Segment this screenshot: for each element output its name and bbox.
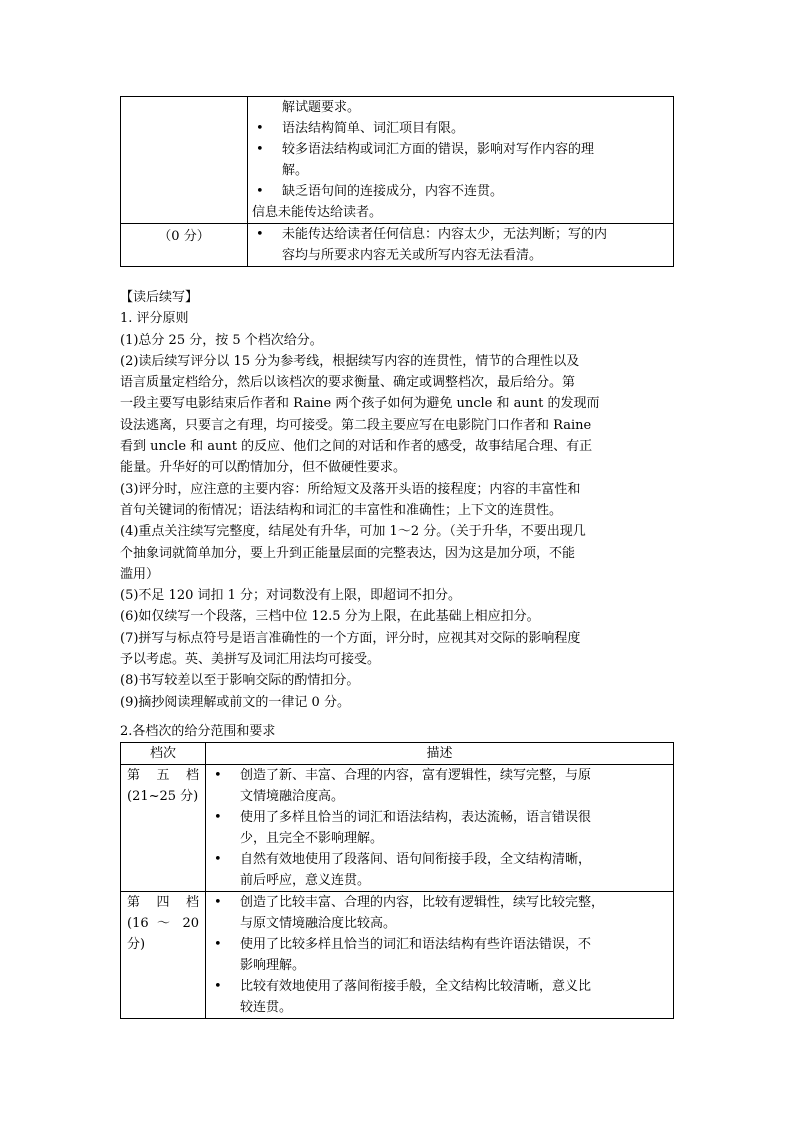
- section-heading: 【读后续写】: [120, 290, 199, 305]
- description-line: 容均与所要求内容无关或所写内容无法看清。: [282, 248, 543, 263]
- scoring-table-continued: [120, 96, 674, 267]
- bullet-item: • 创造了比较丰富、合理的内容，比较有逻辑性，续写比较完整，: [210, 892, 669, 913]
- bullet-icon: •: [214, 768, 222, 783]
- paragraph-line: (1)总分 25 分，按 5 个档次给分。: [120, 332, 323, 348]
- paragraph-line: (6)如仅续写一个段落，三档中位 12.5 分为上限，在此基础上相应扣分。: [120, 609, 540, 625]
- bullet-icon: •: [256, 227, 264, 242]
- bullet-item: • 创造了新、丰富、合理的内容，富有逻辑性，续写完整，与原: [210, 765, 669, 786]
- table-row: [121, 97, 674, 224]
- paragraph-line: 予以考虑。英、美拼写及词汇用法均可接受。: [120, 652, 381, 668]
- level-cell: 第 五 档 (21~25 分): [121, 765, 206, 892]
- paragraph-line: 个抽象词就简单加分，要上升到正能量层面的完整表达，因为这是加分项，不能: [120, 545, 576, 561]
- bullet-icon: •: [256, 121, 264, 136]
- description-line: 少，且完全不影响理解。: [240, 831, 384, 846]
- bullet-item: • 未能传达给读者任何信息：内容太少，无法判断；写的内: [252, 224, 669, 245]
- bullet-icon: •: [256, 184, 264, 199]
- table-header-row: [121, 743, 674, 765]
- subsection-heading: 1. 评分原则: [120, 311, 189, 327]
- description-line: 解。: [282, 163, 309, 178]
- description-line: 与原文情境融洽度比较高。: [240, 916, 397, 931]
- bullet-icon: •: [214, 979, 222, 994]
- bullet-item: • 缺乏语句间的连接成分，内容不连贯。: [252, 181, 669, 202]
- bullet-item: • 使用了多样且恰当的词汇和语法结构，表达流畅，语言错误很: [210, 807, 669, 828]
- table-row: [121, 892, 674, 1019]
- paragraph-line: (3)评分时，应注意的主要内容：所给短文及落开头语的接程度；内容的丰富性和: [120, 481, 581, 497]
- paragraph-line: 滥用）: [120, 566, 160, 582]
- description-cell: [206, 765, 674, 892]
- bullet-item: • 较多语法结构或词汇方面的错误，影响对写作内容的理: [252, 139, 669, 160]
- bullet-item: • 比较有效地使用了落间衔接手般，全文结构比较清晰，意义比: [210, 976, 669, 997]
- bullet-item: • 使用了比较多样且恰当的词汇和语法结构有些许语法错误，不: [210, 934, 669, 955]
- paragraph-line: (5)不足 120 词扣 1 分；对词数没有上限，即超词不扣分。: [120, 588, 462, 604]
- description-line: 文情境融洽度高。: [240, 789, 345, 804]
- subsection-heading: 2.各档次的给分范围和要求: [120, 724, 276, 739]
- bullet-icon: •: [214, 810, 222, 825]
- paragraph-line: 设法逃离，只要言之有理，均可接受。第二段主要应写在电影院门口作者和 Raine: [120, 417, 592, 433]
- bullet-icon: •: [214, 937, 222, 952]
- paragraph-line: 一段主要写电影结束后作者和 Raine 两个孩子如何为避免 uncle 和 aunt 的发现而: [120, 396, 600, 412]
- description-line: 较连贯。: [240, 1000, 293, 1015]
- header-level: 档次: [121, 743, 206, 765]
- table-row: [121, 224, 674, 267]
- level-cell: 第 四 档 (16 ～ 20 分): [121, 892, 206, 1019]
- description-line: 解试题要求。: [282, 100, 361, 115]
- description-line: 影响理解。: [240, 958, 306, 973]
- description-cell: [248, 97, 674, 224]
- paragraph-line: (8)书写较差以至于影响交际的酌情扣分。: [120, 673, 360, 689]
- description-cell: [248, 224, 674, 267]
- bullet-icon: •: [214, 852, 222, 867]
- paragraph-line: 看到 uncle 和 aunt 的反应、他们之间的对话和作者的感受，故事结尾合理、有正: [120, 439, 593, 455]
- description-line: 前后呼应，意义连贯。: [240, 873, 371, 888]
- paragraph-line: (9)摘抄阅读理解或前文的一律记 0 分。: [120, 694, 350, 710]
- paragraph-line: (4)重点关注续写完整度，结尾处有升华，可加 1～2 分。（关于升华，不要出现几: [120, 524, 586, 540]
- level-cell: （0 分）: [121, 224, 248, 267]
- description-cell: [206, 892, 674, 1019]
- grade-requirements-table: [120, 742, 674, 1019]
- header-description: 描述: [206, 743, 674, 765]
- paragraph-line: 首句关键词的衔情况；语法结构和词汇的丰富性和准确性；上下文的连贯性。: [120, 502, 563, 518]
- paragraph-line: (2)读后续写评分以 15 分为参考线，根据续写内容的连贯性，情节的合理性以及: [120, 353, 580, 369]
- bullet-icon: •: [214, 895, 222, 910]
- bullet-item: • 语法结构简单、词汇项目有限。: [252, 118, 669, 139]
- bullet-item: • 自然有效地使用了段落间、语句间衔接手段，全文结构清晰，: [210, 849, 669, 870]
- paragraph-line: (7)拼写与标点符号是语言准确性的一个方面，评分时，应视其对交际的影响程度: [120, 630, 581, 646]
- description-line: 信息未能传达给读者。: [252, 205, 383, 220]
- paragraph-line: 语言质量定档给分，然后以该档次的要求衡量、确定或调整档次，最后给分。第: [120, 375, 576, 391]
- reading-continuation-section: [120, 287, 680, 713]
- table-row: [121, 765, 674, 892]
- bullet-icon: •: [256, 142, 264, 157]
- paragraph-line: 能量。升华好的可以酌情加分，但不做硬性要求。: [120, 460, 407, 476]
- level-cell: [121, 97, 248, 224]
